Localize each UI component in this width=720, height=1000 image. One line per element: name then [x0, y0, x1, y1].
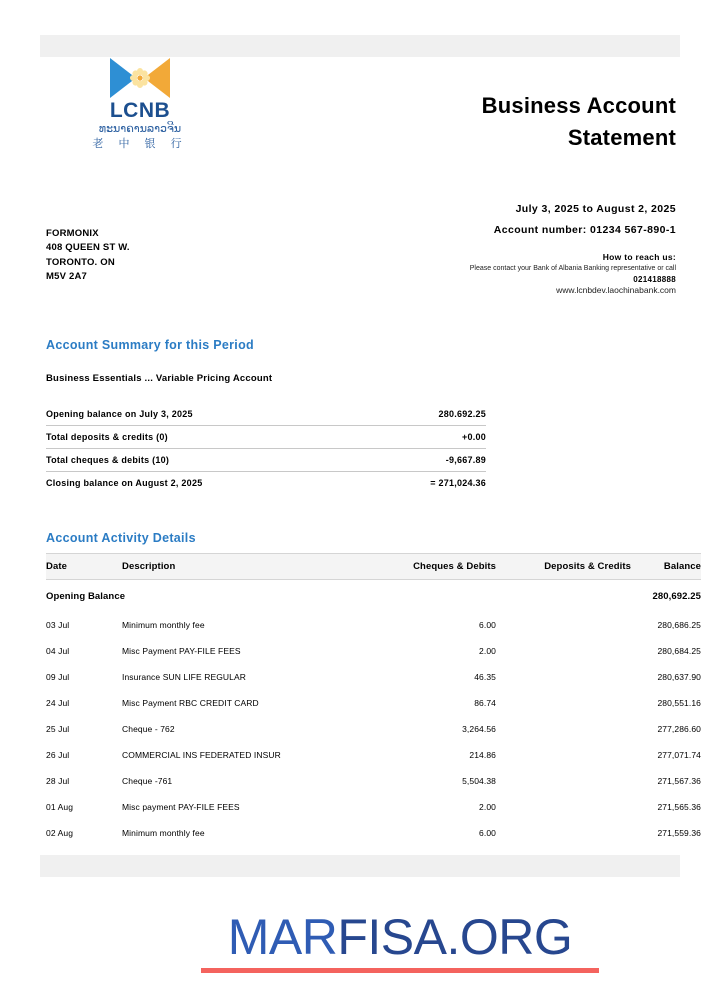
opening-balance-credit [496, 580, 631, 613]
cell-debit: 3,264.56 [462, 724, 496, 734]
customer-city: TORONTO. ON [46, 256, 115, 268]
opening-balance-label: Opening Balance [46, 591, 126, 602]
customer-street: 408 QUEEN ST W. [46, 242, 130, 254]
account-activity-table [46, 553, 701, 846]
account-summary-table [46, 403, 486, 494]
cell-debit: 6.00 [479, 620, 496, 630]
summary-label: Total deposits & credits (0) [46, 426, 370, 449]
bank-logo [60, 58, 220, 151]
statement-header [40, 58, 680, 173]
cell-description: Cheque - 762 [122, 724, 175, 734]
cell-description: Minimum monthly fee [122, 620, 205, 630]
cell-description: Minimum monthly fee [122, 828, 205, 838]
table-row [46, 794, 701, 820]
account-number: Account number: 01234 567-890-1 [493, 224, 676, 236]
summary-label: Total cheques & debits (10) [46, 449, 370, 472]
watermark [40, 908, 720, 973]
opening-balance-amount: 280,692.25 [652, 591, 701, 602]
cell-balance: 280,551.16 [657, 698, 701, 708]
bank-name-lao: ທະນາຄານລາວຈີນ [98, 123, 182, 136]
cell-date: 04 Jul [46, 646, 70, 656]
contact-phone: 021418888 [633, 274, 676, 284]
cell-credit [496, 612, 631, 638]
cell-credit [496, 690, 631, 716]
page-top-band [40, 35, 680, 57]
table-row [46, 449, 486, 472]
cell-debit: 214.86 [469, 750, 496, 760]
cell-balance: 280,686.25 [657, 620, 701, 630]
summary-label: Opening balance on July 3, 2025 [46, 403, 370, 426]
cell-date: 09 Jul [46, 672, 70, 682]
table-row [46, 690, 701, 716]
customer-address [46, 227, 130, 285]
cell-balance: 271,559.36 [657, 828, 701, 838]
table-row [46, 716, 701, 742]
cell-credit [496, 742, 631, 768]
cell-credit [496, 716, 631, 742]
table-header-row [46, 554, 701, 580]
page-title [276, 90, 676, 154]
summary-amount: 280.692.25 [370, 403, 486, 426]
cell-description: COMMERCIAL INS FEDERATED INSUR [122, 750, 281, 760]
cell-description: Misc Payment PAY-FILE FEES [122, 646, 241, 656]
cell-credit [496, 664, 631, 690]
summary-amount: -9,667.89 [370, 449, 486, 472]
table-row [46, 612, 701, 638]
cell-debit: 2.00 [479, 646, 496, 656]
customer-name: FORMONIX [46, 228, 99, 239]
column-header-debits: Cheques & Debits [366, 554, 496, 580]
cell-balance: 271,567.36 [657, 776, 701, 786]
table-row [46, 638, 701, 664]
cell-date: 02 Aug [46, 828, 74, 838]
cell-debit: 86.74 [474, 698, 496, 708]
cell-description: Misc payment PAY-FILE FEES [122, 802, 240, 812]
cell-description: Insurance SUN LIFE REGULAR [122, 672, 247, 682]
cell-balance: 277,071.74 [657, 750, 701, 760]
table-row [46, 426, 486, 449]
lcnb-bowtie-flower-icon [108, 58, 172, 98]
summary-label: Closing balance on August 2, 2025 [46, 478, 203, 488]
column-header-credits: Deposits & Credits [496, 554, 631, 580]
cell-description: Cheque -761 [122, 776, 173, 786]
cell-balance: 277,286.60 [657, 724, 701, 734]
logo-flower-icon [130, 68, 150, 88]
summary-amount: +0.00 [370, 426, 486, 449]
table-row [46, 403, 486, 426]
cell-date: 28 Jul [46, 776, 70, 786]
statement-period: July 3, 2025 to August 2, 2025 [515, 203, 676, 215]
cell-description: Misc Payment RBC CREDIT CARD [122, 698, 259, 708]
activity-heading: Account Activity Details [46, 531, 196, 545]
cell-date: 03 Jul [46, 620, 70, 630]
statement-page [40, 0, 701, 965]
watermark-underline [201, 968, 599, 973]
column-header-date: Date [46, 554, 122, 580]
column-header-balance: Balance [631, 554, 701, 580]
watermark-part2: FISA [337, 909, 447, 965]
contact-website: www.lcnbdev.laochinabank.com [556, 284, 676, 295]
cell-debit: 2.00 [479, 802, 496, 812]
cell-credit [496, 820, 631, 846]
statement-meta [256, 203, 676, 295]
cell-balance: 280,684.25 [657, 646, 701, 656]
page-title-line1: Business Account [481, 93, 676, 118]
summary-amount: = 271,024.36 [430, 478, 486, 488]
cell-debit: 6.00 [479, 828, 496, 838]
summary-heading: Account Summary for this Period [46, 338, 254, 352]
customer-postal: M5V 2A7 [46, 271, 88, 283]
cell-balance: 271,565.36 [657, 802, 701, 812]
table-row [46, 820, 701, 846]
cell-credit [496, 794, 631, 820]
reach-us-label: How to reach us: [602, 252, 676, 262]
column-header-description: Description [122, 554, 366, 580]
cell-date: 01 Aug [46, 802, 74, 812]
table-row [46, 768, 701, 794]
table-row [46, 472, 486, 495]
contact-instruction: Please contact your Bank of Albania Banking representative or call [469, 265, 676, 272]
cell-date: 25 Jul [46, 724, 70, 734]
cell-credit [496, 638, 631, 664]
cell-balance: 280,637.90 [657, 672, 701, 682]
watermark-part3: .ORG [446, 909, 573, 965]
cell-date: 26 Jul [46, 750, 70, 760]
cell-debit: 5,504.38 [462, 776, 496, 786]
page-title-line2: Statement [567, 124, 676, 150]
table-row [46, 664, 701, 690]
cell-date: 24 Jul [46, 698, 70, 708]
watermark-part1: MAR [227, 909, 338, 965]
page-bottom-band [40, 855, 680, 877]
watermark-text [222, 908, 579, 966]
activity-rows [46, 580, 701, 847]
table-row [46, 742, 701, 768]
cell-debit: 46.35 [474, 672, 496, 682]
opening-balance-row [46, 580, 701, 613]
bank-name: LCNB [109, 99, 171, 122]
cell-credit [496, 768, 631, 794]
opening-balance-debit [366, 580, 496, 613]
account-type: Business Essentials ... Variable Pricing Account [46, 373, 273, 384]
bank-name-chinese: 老 中 银 行 [92, 137, 188, 150]
